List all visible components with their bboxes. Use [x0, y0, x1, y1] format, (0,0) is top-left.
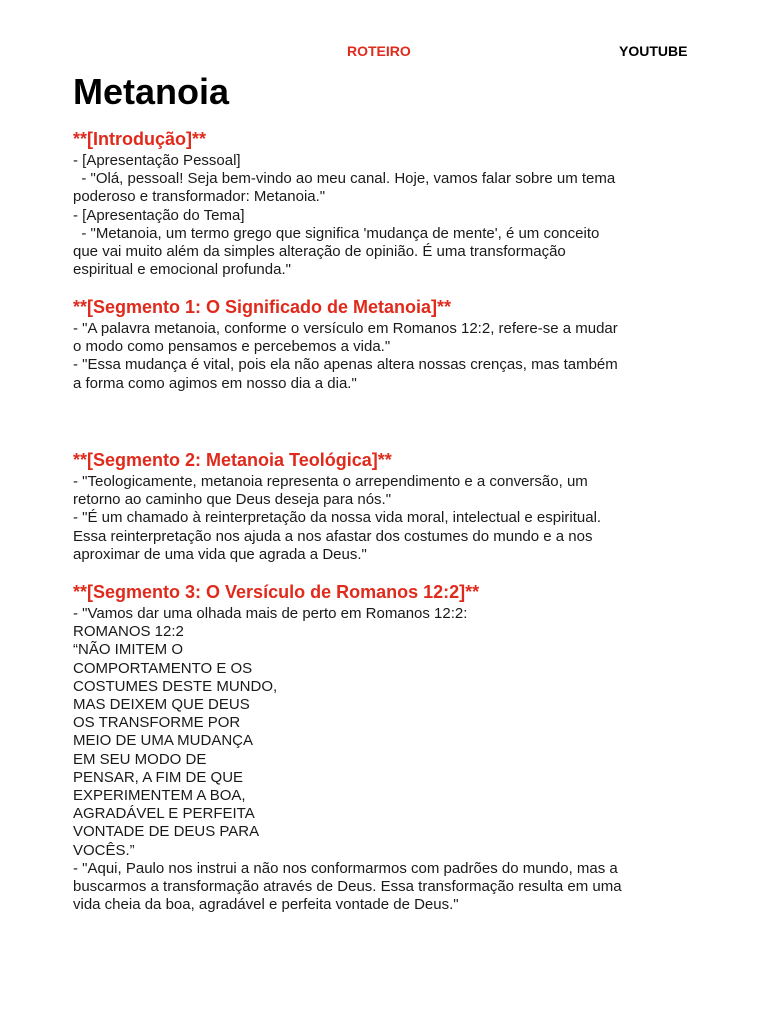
text-line: o modo como pensamos e percebemos a vida." — [73, 338, 391, 356]
verse-line: MEIO DE UMA MUDANÇA — [73, 732, 254, 750]
verse-line: “NÃO IMITEM O — [73, 641, 183, 659]
section-segmento-2 — [73, 449, 713, 564]
header-roteiro-label: ROTEIRO — [347, 43, 411, 59]
text-line: buscarmos a transformação através de Deus. Essa transformação resulta em uma — [73, 878, 622, 896]
text-line: Essa reinterpretação nos ajuda a nos afastar dos costumes do mundo e a nos — [73, 527, 593, 545]
verse-line: PENSAR, A FIM DE QUE — [73, 768, 244, 786]
text-line: - "A palavra metanoia, conforme o versículo em Romanos 12:2, refere-se a mudar — [73, 320, 618, 337]
text-line: poderoso e transformador: Metanoia." — [73, 188, 326, 206]
section-segmento-3 — [73, 581, 713, 914]
text-line: - [Apresentação do Tema] — [73, 206, 245, 224]
text-line: vida cheia da boa, agradável e perfeita vontade de Deus." — [73, 896, 459, 914]
section-heading: **[Segmento 2: Metanoia Teológica]** — [73, 450, 392, 470]
verse-line: VONTADE DE DEUS PARA — [73, 823, 260, 841]
text-line: - "Metanoia, um termo grego que significa 'mudança de mente', é um conceito — [73, 224, 600, 242]
section-heading: **[Introdução]** — [73, 129, 207, 149]
text-line: espiritual e emocional profunda." — [73, 261, 291, 279]
verse-line: COMPORTAMENTO E OS — [73, 659, 253, 677]
header-youtube-label: YOUTUBE — [619, 43, 688, 59]
verse-line: EXPERIMENTEM A BOA, — [73, 787, 246, 805]
page-title: Metanoia — [73, 71, 230, 112]
text-line: - "É um chamado à reinterpretação da nossa vida moral, intelectual e espiritual. — [73, 509, 602, 527]
section-heading: **[Segmento 3: O Versículo de Romanos 12:2]** — [73, 582, 480, 602]
text-line: retorno ao caminho que Deus deseja para nós." — [73, 491, 392, 509]
verse-line: AGRADÁVEL E PERFEITA — [73, 805, 255, 823]
text-line: - "Vamos dar uma olhada mais de perto em Romanos 12:2: — [73, 605, 468, 622]
text-line: - "Aqui, Paulo nos instrui a não nos conformarmos com padrões do mundo, mas a — [73, 859, 618, 877]
section-introducao — [73, 128, 713, 279]
text-line: ROMANOS 12:2 — [73, 623, 184, 641]
verse-line: MAS DEIXEM QUE DEUS — [73, 696, 250, 714]
section-heading: **[Segmento 1: O Significado de Metanoia]** — [73, 297, 452, 317]
text-line: - [Apresentação Pessoal] — [73, 152, 241, 169]
section-segmento-1 — [73, 296, 713, 393]
text-line: - "Teologicamente, metanoia representa o arrependimento e a conversão, um — [73, 473, 588, 490]
text-line: - "Essa mudança é vital, pois ela não apenas altera nossas crenças, mas também — [73, 356, 618, 374]
text-line: aproximar de uma vida que agrada a Deus." — [73, 545, 367, 563]
verse-line: VOCÊS.” — [73, 841, 135, 859]
verse-line: EM SEU MODO DE — [73, 750, 207, 768]
text-line: - "Olá, pessoal! Seja bem-vindo ao meu canal. Hoje, vamos falar sobre um tema — [73, 170, 616, 188]
verse-line: OS TRANSFORME POR — [73, 714, 241, 732]
text-line: a forma como agimos em nosso dia a dia." — [73, 374, 357, 392]
text-line: que vai muito além da simples alteração de opinião. É uma transformação — [73, 243, 566, 261]
verse-line: COSTUMES DESTE MUNDO, — [73, 677, 278, 695]
